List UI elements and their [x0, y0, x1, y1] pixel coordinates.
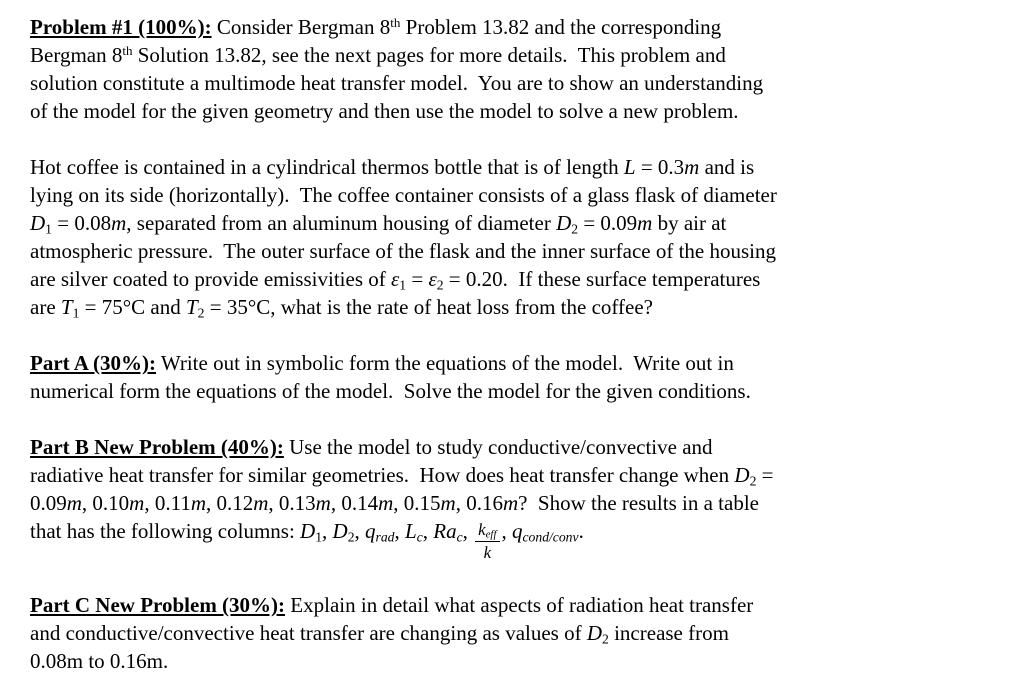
text-line: [30, 349, 981, 377]
text-run: T: [185, 295, 198, 319]
text-run: m: [684, 155, 700, 179]
section-heading: Part B New Problem (40%):: [30, 435, 284, 459]
text-line: [30, 41, 981, 69]
text-line: [30, 153, 981, 181]
text-run: T: [60, 295, 73, 319]
text-run: are: [30, 295, 61, 319]
text-run: , 0.11: [144, 491, 191, 515]
text-run: D: [300, 519, 316, 543]
text-run: th: [122, 42, 133, 58]
text-run: , 0.10: [81, 491, 130, 515]
text-line: [30, 181, 981, 209]
text-run: , 0.14: [330, 491, 379, 515]
text-run: that has the following columns:: [30, 519, 301, 543]
text-run: 1: [45, 221, 52, 237]
text-run: lying on its side (horizontally). The coffee container consists of a glass flask of diameter: [30, 183, 777, 207]
text-run: ,: [322, 519, 333, 543]
text-run: ,: [422, 519, 434, 543]
text-run: = 75°C and: [79, 295, 186, 319]
text-run: = 0.08: [52, 211, 112, 235]
text-run: 2: [197, 305, 205, 321]
text-run: numerical form the equations of the model. Solve the model for the given conditions.: [30, 379, 751, 403]
text-run: , 0.16: [455, 491, 503, 515]
text-run: and conductive/convective heat transfer are changing as values of: [30, 621, 587, 646]
text-run: .: [578, 519, 584, 543]
text-run: 1: [399, 277, 407, 293]
text-line: [30, 265, 981, 293]
text-run: , 0.13: [268, 491, 316, 515]
text-run: Solution 13.82, see the next pages for more details. This problem and: [132, 43, 726, 67]
text-line: [30, 97, 981, 125]
section-heading: Part C New Problem (30%):: [30, 593, 286, 618]
text-run: D: [586, 621, 603, 646]
text-run: Bergman 8: [30, 43, 123, 67]
text-run: solution constitute a multimode heat transfer model. You are to show an understanding: [30, 71, 764, 95]
section-heading: Part A (30%):: [30, 351, 156, 375]
paragraph-part-c: [30, 591, 981, 675]
text-run: 1: [315, 529, 323, 545]
text-line: [30, 517, 981, 563]
text-run: c: [456, 529, 463, 545]
text-run: 2: [436, 277, 444, 293]
text-run: Explain in detail what aspects of radiation heat transfer: [285, 593, 754, 618]
text-run: ,: [501, 519, 512, 543]
text-run: ε: [390, 267, 400, 291]
text-run: 2: [571, 221, 579, 237]
text-run: radiative heat transfer for similar geometries. How does heat transfer change when: [30, 463, 735, 487]
text-run: are silver coated to provide emissivities of: [30, 267, 391, 291]
text-run: Write out in symbolic form the equations of the model. Write out in: [155, 351, 734, 375]
text-run: m: [66, 491, 82, 515]
text-run: , 0.12: [206, 491, 254, 515]
text-run: m: [315, 491, 331, 515]
text-run: rad: [375, 529, 395, 545]
text-run: m: [190, 491, 206, 515]
math-fraction: [475, 520, 499, 563]
text-run: = 0.3: [635, 155, 685, 179]
text-run: 2: [602, 631, 609, 647]
text-run: 0.08m to 0.16m.: [30, 649, 169, 674]
text-run: Use the model to study conductive/convective and: [283, 435, 713, 459]
text-line: [30, 489, 981, 517]
text-run: m: [502, 491, 519, 515]
text-run: increase from: [608, 621, 729, 646]
text-line: [30, 591, 981, 619]
text-run: ,: [462, 519, 474, 543]
text-run: L: [405, 519, 417, 543]
text-run: 2: [347, 529, 355, 545]
text-run: by air at: [652, 211, 727, 235]
paragraph-part-a: [30, 349, 981, 405]
text-run: ,: [394, 519, 405, 543]
text-line: [30, 13, 981, 41]
text-run: cond/conv: [522, 529, 579, 545]
text-run: 0.09: [30, 491, 67, 515]
text-run: q: [512, 519, 523, 543]
text-run: k: [478, 519, 486, 539]
text-run: =: [756, 463, 774, 487]
text-run: m: [440, 491, 456, 515]
text-line: [30, 619, 981, 647]
text-run: ,: [354, 519, 366, 543]
text-run: L: [623, 155, 636, 179]
text-run: , separated from an aluminum housing of diameter: [126, 211, 557, 235]
text-run: th: [390, 14, 401, 30]
paragraph-problem-description: [30, 153, 981, 321]
text-run: Consider Bergman 8: [211, 15, 391, 39]
text-run: D: [30, 211, 46, 235]
text-run: m: [253, 491, 269, 515]
text-run: = 35°C, what is the rate of heat loss from the coffee?: [204, 295, 653, 319]
paragraph-part-b: [30, 433, 981, 563]
text-run: m: [129, 491, 145, 515]
text-run: D: [734, 463, 750, 487]
section-heading: Problem #1 (100%):: [30, 15, 212, 39]
text-run: ? Show the results in a table: [518, 491, 759, 515]
text-run: of the model for the given geometry and then use the model to solve a new problem.: [30, 99, 739, 123]
text-run: 1: [72, 305, 80, 321]
text-run: Ra: [433, 519, 457, 543]
text-run: = 0.20. If these surface temperatures: [443, 267, 761, 291]
fraction-denominator: [475, 542, 499, 563]
text-line: [30, 69, 981, 97]
text-run: m: [111, 211, 127, 235]
text-run: Hot coffee is contained in a cylindrical thermos bottle that is of length: [30, 155, 624, 179]
text-run: 2: [749, 473, 757, 489]
text-line: [30, 433, 981, 461]
text-line: [30, 237, 981, 265]
text-run: atmospheric pressure. The outer surface of the flask and the inner surface of the housing: [30, 239, 777, 263]
text-line: [30, 209, 981, 237]
paragraph-problem-1-intro: [30, 13, 981, 125]
text-run: k: [483, 542, 492, 562]
text-run: ε: [428, 267, 437, 291]
text-run: , 0.15: [393, 491, 441, 515]
text-run: c: [416, 529, 423, 545]
text-run: = 0.09: [578, 211, 638, 235]
text-run: m: [637, 211, 653, 235]
text-run: m: [378, 491, 394, 515]
text-line: [30, 293, 981, 321]
fraction-numerator: [475, 520, 499, 542]
text-line: [30, 461, 981, 489]
text-line: [30, 377, 981, 405]
text-run: D: [332, 519, 348, 543]
text-run: Problem 13.82 and the corresponding: [400, 15, 722, 39]
text-run: eff: [485, 528, 497, 541]
text-run: =: [406, 267, 429, 291]
text-run: and is: [699, 155, 755, 179]
text-line: [30, 647, 981, 675]
text-run: q: [365, 519, 376, 543]
text-run: D: [556, 211, 572, 235]
